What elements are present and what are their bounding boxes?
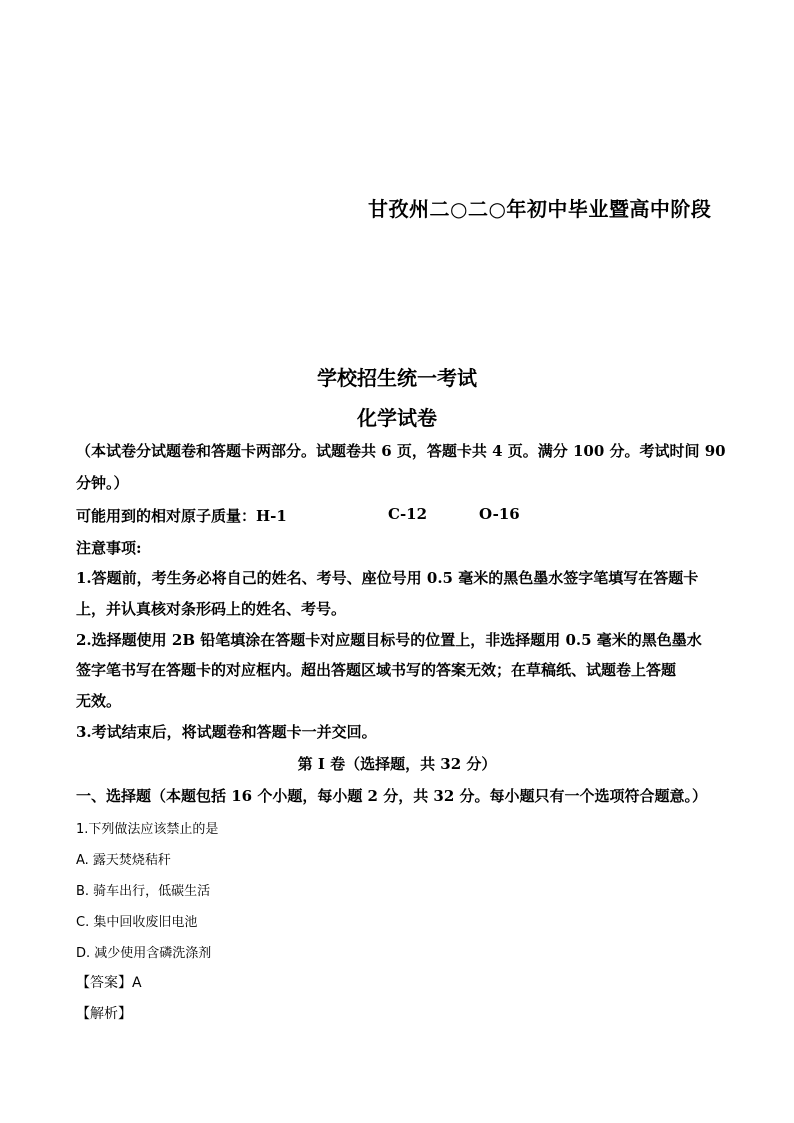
atomic-mass-c: C-12 bbox=[388, 505, 428, 523]
question-1-option-c: C. 集中回收废旧电池 bbox=[76, 915, 198, 930]
notice-item-1-line1: 1.答题前，考生务必将自己的姓名、考号、座位号用 0.5 毫米的黑色墨水签字笔填写在答题卡 bbox=[76, 569, 699, 587]
intro-text-line2: 分钟。） bbox=[76, 474, 129, 492]
atomic-mass-o: O-16 bbox=[479, 505, 520, 523]
analysis-label: 【解析】 bbox=[76, 1006, 132, 1022]
exam-title-line1: 甘孜州二○二○年初中毕业暨高中阶段 bbox=[368, 197, 712, 221]
intro-text-line1: （本试卷分试题卷和答题卡两部分。试题卷共 6 页，答题卡共 4 页。满分 100 分。考试时间 90 bbox=[76, 442, 726, 460]
part-title: 第 I 卷（选择题，共 32 分） bbox=[297, 755, 497, 773]
notice-heading: 注意事项: bbox=[76, 539, 142, 557]
question-1-option-b: B. 骑车出行，低碳生活 bbox=[76, 884, 211, 899]
atomic-mass-label: 可能用到的相对原子质量：H-1 bbox=[76, 507, 287, 525]
question-1-option-a: A. 露天焚烧秸秆 bbox=[76, 853, 171, 868]
question-1-option-d: D. 减少使用含磷洗涤剂 bbox=[76, 946, 212, 961]
subject-title: 化学试卷 bbox=[357, 406, 437, 430]
notice-item-3: 3.考试结束后，将试题卷和答题卡一并交回。 bbox=[76, 723, 377, 741]
exam-title-line2: 学校招生统一考试 bbox=[317, 366, 477, 390]
notice-item-2-line1: 2.选择题使用 2B 铅笔填涂在答题卡对应题目标号的位置上，非选择题用 0.5 毫米的黑色墨水 bbox=[76, 631, 702, 649]
notice-item-1-line2: 上，并认真核对条形码上的姓名、考号。 bbox=[76, 600, 347, 618]
notice-item-2-line3: 无效。 bbox=[76, 692, 122, 710]
question-1-stem: 1.下列做法应该禁止的是 bbox=[76, 822, 219, 837]
notice-item-2-line2: 签字笔书写在答题卡的对应框内。超出答题区域书写的答案无效；在草稿纸、试题卷上答题 bbox=[76, 661, 677, 679]
answer-label: 【答案】A bbox=[76, 975, 142, 991]
section-instructions: 一、选择题（本题包括 16 个小题，每小题 2 分，共 32 分。每小题只有一个选项符合题意。） bbox=[76, 787, 708, 805]
